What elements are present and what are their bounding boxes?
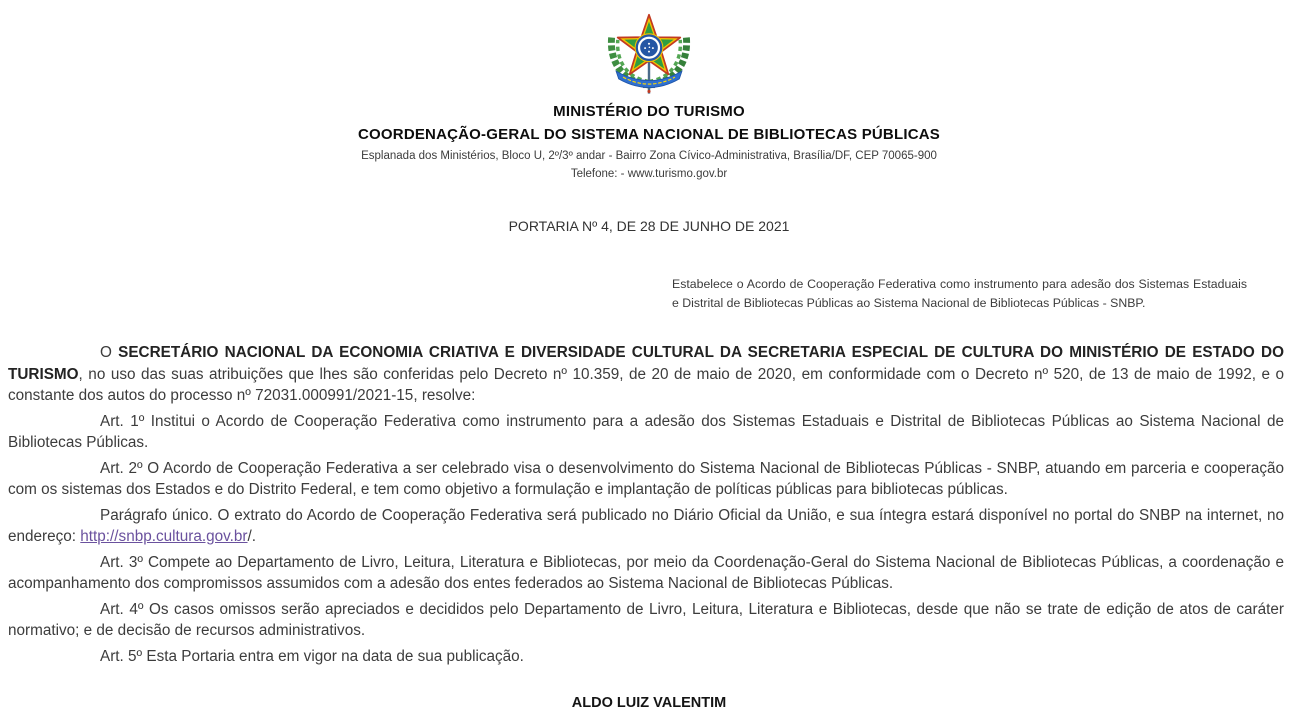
document-page: [0, 8, 1298, 711]
article-2: Art. 2º O Acordo de Cooperação Federativa a ser celebrado visa o desenvolvimento do Sistema Nacional de Bibliotecas Públicas - SNBP, atuando em parceria e cooperação com os sistemas dos Estados e do Distrito Federal, e tem como objetivo a formulação e implantação de políticas públicas para bibliotecas públicas.: [8, 459, 1284, 498]
snbp-portal-link[interactable]: http://snbp.cultura.gov.br: [80, 528, 248, 545]
opening-paragraph: [8, 342, 1284, 407]
article-4: Art. 4º Os casos omissos serão apreciados e decididos pelo Departamento de Livro, Leitura, Literatura e Bibliotecas, desde que não se trate de edição de atos de caráter normativo; e de decisão de recursos administrativos.: [8, 600, 1284, 639]
authority-name: SECRETÁRIO NACIONAL DA ECONOMIA CRIATIVA E DIVERSIDADE CULTURAL DA SECRETARIA ESPECIAL DE CULTURA DO MINISTÉRIO DE ESTADO DO TURISMO: [8, 344, 1284, 383]
epigraph: Estabelece o Acordo de Cooperação Federativa como instrumento para adesão dos Sistemas Estaduais e Distrital de Bibliotecas Públicas ao Sistema Nacional de Bibliotecas Públicas - SNBP.: [672, 277, 1247, 310]
article-1: Art. 1º Institui o Acordo de Cooperação Federativa como instrumento para a adesão dos Sistemas Estaduais e Distrital de Bibliotecas Públicas ao Sistema Nacional de Bibliotecas Públicas.: [8, 412, 1284, 451]
document-header: [0, 8, 1298, 181]
phone-line: Telefone: - www.turismo.gov.br: [570, 168, 728, 180]
opening-prefix: O: [100, 344, 119, 361]
document-title: PORTARIA Nº 4, DE 28 DE JUNHO DE 2021: [508, 218, 790, 234]
ministry-name: MINISTÉRIO DO TURISMO: [553, 103, 745, 120]
paragrafo-unico: [8, 505, 1284, 548]
article-3: Art. 3º Compete ao Departamento de Livro, Leitura, Literatura e Bibliotecas, por meio da Coordenação-Geral do Sistema Nacional de Bibliotecas Públicas, a coordenação e acompanhamento dos compromissos assumidos com a adesão dos entes federados ao Sistema Nacional de Bibliotecas Públicas.: [8, 553, 1284, 592]
document-body: [8, 342, 1284, 667]
article-5: Art. 5º Esta Portaria entra em vigor na data de sua publicação.: [100, 647, 524, 665]
department-name: COORDENAÇÃO-GERAL DO SISTEMA NACIONAL DE BIBLIOTECAS PÚBLICAS: [358, 126, 940, 143]
paragrafo-unico-text: Parágrafo único. O extrato do Acordo de Cooperação Federativa será publicado no Diário Oficial da União, e sua íntegra estará disponível no portal do SNBP na internet, no endereço:: [8, 506, 1284, 545]
signatory-name: ALDO LUIZ VALENTIM: [571, 695, 727, 711]
address-line: Esplanada dos Ministérios, Bloco U, 2º/3º andar - Bairro Zona Cívico-Administrativa, Brasília/DF, CEP 70065-900: [361, 150, 937, 162]
brazil-coat-of-arms-icon: [597, 8, 701, 96]
opening-rest: , no uso das suas atribuições que lhes são conferidas pelo Decreto nº 10.359, de 20 de maio de 2020, em conformidade com o Decreto nº 520, de 13 de maio de 1992, e o constante dos autos do processo nº 72031.000991/2021-15, resolve:: [8, 365, 1284, 404]
paragrafo-unico-tail: /.: [247, 528, 257, 545]
